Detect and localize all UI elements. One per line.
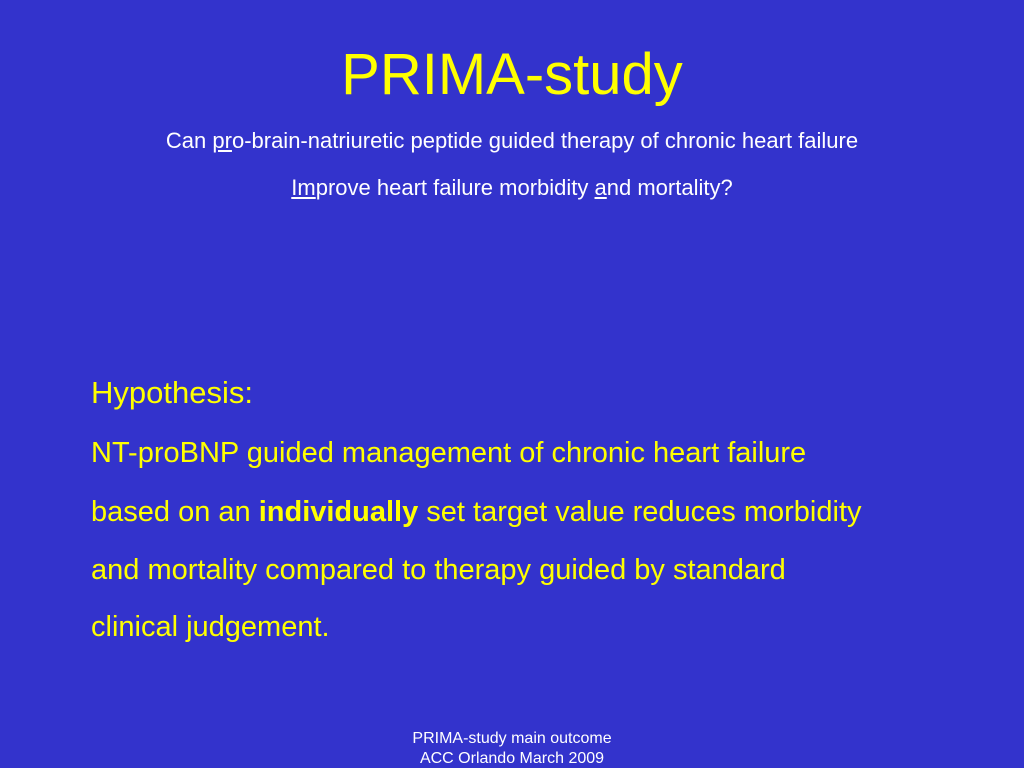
subtitle-line-2-underlined-2: a [594,175,607,200]
hypothesis-emphasis: individually [258,496,419,528]
hypothesis-line-4: clinical judgement. [91,611,330,643]
subtitle-line-2-rest: nd mortality? [606,175,733,200]
subtitle-line-1-underlined: pr [212,128,232,153]
hypothesis-line-2-prefix: based on an [91,496,259,528]
slide-title: PRIMA-study [341,42,683,107]
subtitle-line-2-middle: prove heart failure morbidity [315,175,595,200]
footer-line-2: ACC Orlando March 2009 [419,750,605,767]
subtitle-line-1 [0,127,1024,155]
subtitle-line-2 [0,174,1024,202]
subtitle-line-1-prefix: Can [165,128,213,153]
hypothesis-line-3: and mortality compared to therapy guided by standard [91,554,786,586]
subtitle-line-1-rest: o-brain-natriuretic peptide guided therapy of chronic heart failure [231,128,859,153]
hypothesis-heading: Hypothesis: [91,375,253,410]
footer-line-1: PRIMA-study main outcome [412,730,612,747]
subtitle-line-2-underlined-1: Im [291,175,316,200]
hypothesis-line-2-rest: set target value reduces morbidity [418,496,862,528]
hypothesis-line-1: NT-proBNP guided management of chronic heart failure [91,437,807,469]
hypothesis-line-2 [91,492,862,532]
